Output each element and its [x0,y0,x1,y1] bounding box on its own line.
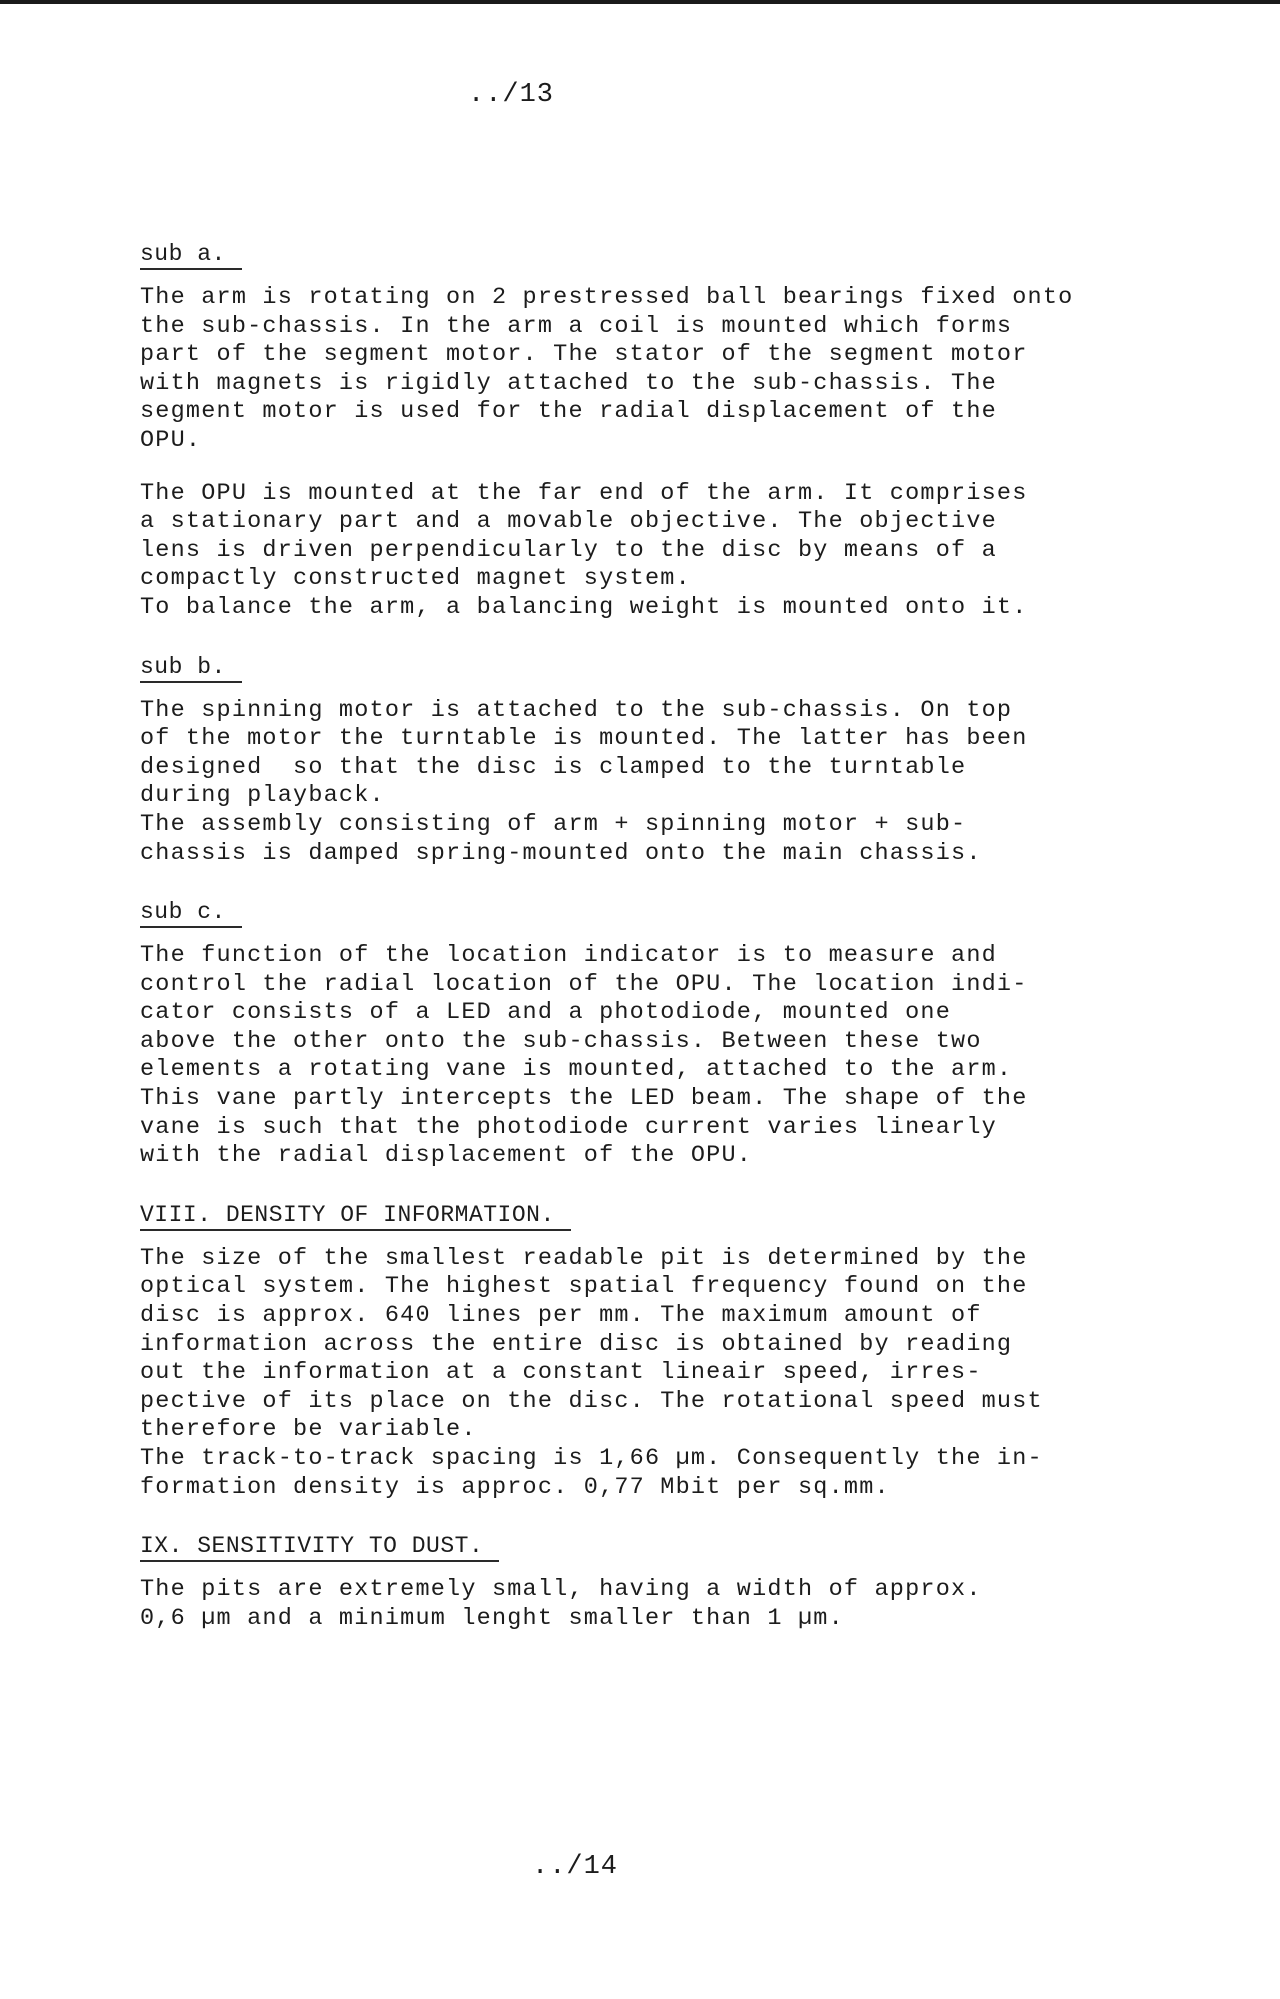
section-sub-a [140,240,1250,623]
section-heading: sub b. [140,653,242,683]
paragraph: The arm is rotating on 2 prestressed ball bearings fixed onto the sub-chassis. In the arm a coil is mounted which forms part of the segment motor. The stator of the segment motor with magnets is rigidly attached to the sub-chassis. The segment motor is used for the radial displacement of the OPU. [140,284,1074,454]
section-heading: sub c. [140,898,242,928]
paragraph: The function of the location indicator is to measure and control the radial location of the OPU. The location indi- cator consists of a LED and a photodiode, mounted one above the other onto the sub-chassis. Between these two elements a rotating vane is mounted, attached to the arm. This vane partly intercepts the LED beam. The shape of the vane is such that the photodiode current varies linearly with the radial displacement of the OPU. [140,942,1028,1170]
section-sub-c [140,898,1250,1171]
paragraph: The OPU is mounted at the far end of the arm. It comprises a stationary part and a movable objective. The objective lens is driven perpendicularly to the disc by means of a compactly constructed magnet system. To balance the arm, a balancing weight is mounted onto it. [140,479,1028,621]
paragraph: The spinning motor is attached to the sub-chassis. On top of the motor the turntable is mounted. The latter has been designed so that the disc is clamped to the turntable during playback. The assembly consisting of arm + spinning motor + sub- chassis is damped spring-mounted onto the main chassis. [140,696,1028,867]
paragraph: The size of the smallest readable pit is determined by the optical system. The highest spatial frequency found on the disc is approx. 640 lines per mm. The maximum amount of information across the entire disc is obtained by reading out the information at a constant lineair speed, irres- pective of its place on the disc. The rotational speed must therefore be variable. The track-to-track spacing is 1,66 µm. Consequently the in- formation density is approc. 0,77 Mbit per sq.mm. [140,1244,1043,1501]
page-marker-bottom: ../14 [532,1852,619,1882]
section-heading: sub a. [140,240,242,270]
section-density-of-information [140,1201,1250,1502]
section-sensitivity-to-dust [140,1532,1250,1633]
page-body [140,240,1250,1633]
page-marker-top: ../13 [468,80,555,110]
section-heading: VIII. DENSITY OF INFORMATION. [140,1201,571,1231]
section-heading: IX. SENSITIVITY TO DUST. [140,1532,499,1562]
paragraph: The pits are extremely small, having a width of approx. 0,6 µm and a minimum lenght smaller than 1 µm. [140,1576,982,1632]
section-sub-b [140,653,1250,869]
